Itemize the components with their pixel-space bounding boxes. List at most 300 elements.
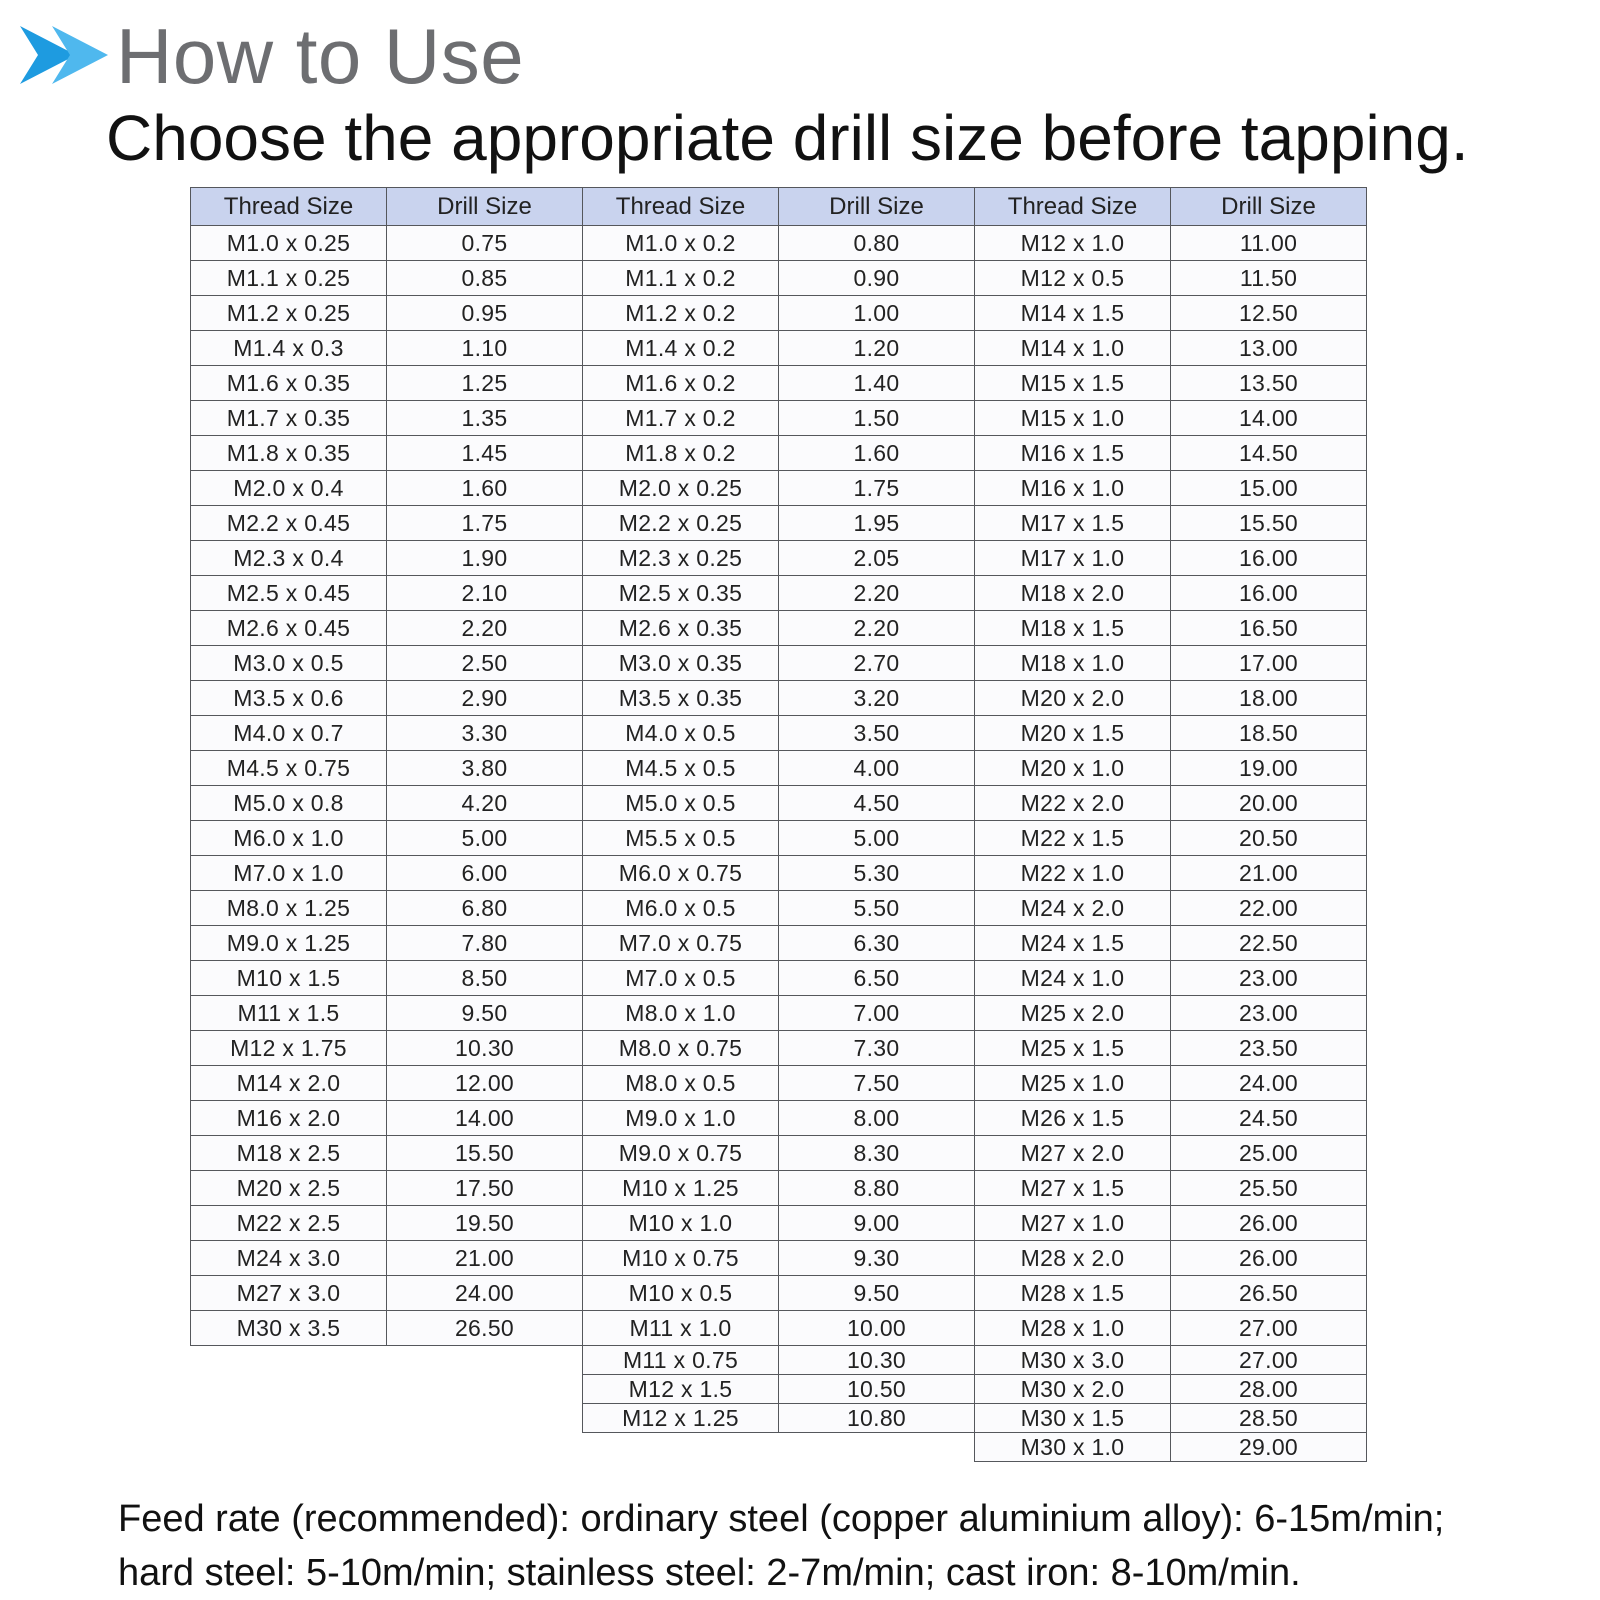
table-row <box>975 1375 1367 1404</box>
table-row <box>975 1276 1367 1311</box>
thread-size-cell: M14 x 1.0 <box>975 331 1171 366</box>
drill-size-cell: 4.00 <box>779 751 975 786</box>
thread-size-cell: M14 x 1.5 <box>975 296 1171 331</box>
thread-size-cell: M2.2 x 0.45 <box>191 506 387 541</box>
drill-size-header: Drill Size <box>387 188 583 226</box>
drill-size-cell: 8.50 <box>387 961 583 996</box>
drill-size-cell: 20.00 <box>1171 786 1367 821</box>
thread-size-cell: M1.4 x 0.2 <box>583 331 779 366</box>
table-row <box>583 1171 975 1206</box>
drill-size-cell: 12.00 <box>387 1066 583 1101</box>
drill-size-header: Drill Size <box>1171 188 1367 226</box>
table-row <box>583 961 975 996</box>
thread-size-cell: M26 x 1.5 <box>975 1101 1171 1136</box>
table-row <box>975 646 1367 681</box>
thread-size-cell: M30 x 1.0 <box>975 1433 1171 1462</box>
drill-size-cell: 12.50 <box>1171 296 1367 331</box>
table-row <box>975 576 1367 611</box>
thread-size-cell: M2.0 x 0.25 <box>583 471 779 506</box>
table-row <box>583 576 975 611</box>
table-row <box>975 611 1367 646</box>
drill-size-cell: 24.00 <box>1171 1066 1367 1101</box>
table-row <box>975 1171 1367 1206</box>
drill-size-cell: 1.90 <box>387 541 583 576</box>
drill-size-cell: 1.00 <box>779 296 975 331</box>
drill-size-cell: 13.50 <box>1171 366 1367 401</box>
table-row <box>191 576 583 611</box>
thread-size-cell: M6.0 x 0.75 <box>583 856 779 891</box>
thread-size-cell: M1.0 x 0.25 <box>191 226 387 261</box>
thread-size-cell: M2.6 x 0.35 <box>583 611 779 646</box>
drill-size-cell: 7.50 <box>779 1066 975 1101</box>
table-row <box>975 1206 1367 1241</box>
thread-size-cell: M2.3 x 0.4 <box>191 541 387 576</box>
drill-size-cell: 7.80 <box>387 926 583 961</box>
drill-size-cell: 3.20 <box>779 681 975 716</box>
table-row <box>583 296 975 331</box>
thread-size-header: Thread Size <box>975 188 1171 226</box>
drill-size-cell: 16.50 <box>1171 611 1367 646</box>
drill-size-cell: 28.50 <box>1171 1404 1367 1433</box>
table-row <box>975 1241 1367 1276</box>
drill-size-cell: 6.50 <box>779 961 975 996</box>
table-row <box>583 716 975 751</box>
thread-size-cell: M24 x 1.0 <box>975 961 1171 996</box>
thread-size-cell: M12 x 1.75 <box>191 1031 387 1066</box>
drill-size-cell: 26.00 <box>1171 1241 1367 1276</box>
drill-size-cell: 1.45 <box>387 436 583 471</box>
table-row <box>583 786 975 821</box>
drill-size-cell: 2.90 <box>387 681 583 716</box>
drill-size-cell: 3.30 <box>387 716 583 751</box>
thread-size-cell: M1.8 x 0.2 <box>583 436 779 471</box>
drill-size-cell: 18.00 <box>1171 681 1367 716</box>
thread-size-cell: M27 x 1.5 <box>975 1171 1171 1206</box>
thread-size-cell: M11 x 1.0 <box>583 1311 779 1346</box>
drill-size-cell: 1.20 <box>779 331 975 366</box>
drill-size-cell: 3.50 <box>779 716 975 751</box>
drill-size-cell: 23.00 <box>1171 961 1367 996</box>
table-row <box>583 366 975 401</box>
drill-size-cell: 0.80 <box>779 226 975 261</box>
thread-size-cell: M8.0 x 1.0 <box>583 996 779 1031</box>
thread-size-cell: M10 x 1.5 <box>191 961 387 996</box>
thread-size-cell: M14 x 2.0 <box>191 1066 387 1101</box>
drill-size-cell: 0.95 <box>387 296 583 331</box>
table-row <box>975 891 1367 926</box>
thread-size-cell: M24 x 3.0 <box>191 1241 387 1276</box>
thread-size-cell: M30 x 3.0 <box>975 1346 1171 1375</box>
table-row <box>191 296 583 331</box>
thread-size-cell: M1.8 x 0.35 <box>191 436 387 471</box>
drill-size-cell: 27.00 <box>1171 1346 1367 1375</box>
thread-size-cell: M10 x 1.0 <box>583 1206 779 1241</box>
table-row <box>191 261 583 296</box>
table-row <box>583 681 975 716</box>
table-header-row <box>191 188 583 226</box>
table-row <box>583 541 975 576</box>
table-row <box>191 856 583 891</box>
thread-size-cell: M8.0 x 0.5 <box>583 1066 779 1101</box>
thread-size-cell: M1.6 x 0.2 <box>583 366 779 401</box>
thread-size-cell: M16 x 1.0 <box>975 471 1171 506</box>
table-row <box>583 1375 975 1404</box>
table-row <box>191 786 583 821</box>
thread-size-cell: M1.1 x 0.25 <box>191 261 387 296</box>
thread-size-cell: M30 x 3.5 <box>191 1311 387 1346</box>
feed-rate-note <box>118 1492 1578 1600</box>
thread-size-cell: M18 x 2.5 <box>191 1136 387 1171</box>
table-block-3 <box>974 187 1367 1462</box>
drill-size-cell: 2.10 <box>387 576 583 611</box>
thread-size-cell: M10 x 0.75 <box>583 1241 779 1276</box>
drill-size-cell: 5.30 <box>779 856 975 891</box>
drill-size-cell: 19.00 <box>1171 751 1367 786</box>
table-row <box>583 506 975 541</box>
table-row <box>975 1101 1367 1136</box>
drill-size-cell: 5.00 <box>387 821 583 856</box>
thread-size-cell: M11 x 1.5 <box>191 996 387 1031</box>
thread-size-cell: M20 x 1.5 <box>975 716 1171 751</box>
table-row <box>191 1241 583 1276</box>
table-row <box>975 751 1367 786</box>
thread-size-cell: M1.7 x 0.2 <box>583 401 779 436</box>
table-row <box>583 1311 975 1346</box>
drill-size-cell: 1.75 <box>387 506 583 541</box>
table-row <box>975 401 1367 436</box>
thread-size-cell: M15 x 1.0 <box>975 401 1171 436</box>
drill-size-cell: 2.20 <box>387 611 583 646</box>
drill-size-cell: 18.50 <box>1171 716 1367 751</box>
table-row <box>583 1136 975 1171</box>
thread-size-cell: M2.0 x 0.4 <box>191 471 387 506</box>
table-row <box>191 891 583 926</box>
drill-size-cell: 4.50 <box>779 786 975 821</box>
thread-size-cell: M3.0 x 0.5 <box>191 646 387 681</box>
thread-size-cell: M1.0 x 0.2 <box>583 226 779 261</box>
thread-size-cell: M16 x 2.0 <box>191 1101 387 1136</box>
thread-size-cell: M9.0 x 0.75 <box>583 1136 779 1171</box>
thread-size-cell: M16 x 1.5 <box>975 436 1171 471</box>
thread-size-cell: M24 x 2.0 <box>975 891 1171 926</box>
table-row <box>583 1404 975 1433</box>
drill-size-cell: 5.50 <box>779 891 975 926</box>
thread-size-cell: M18 x 1.5 <box>975 611 1171 646</box>
thread-size-cell: M5.0 x 0.5 <box>583 786 779 821</box>
drill-size-cell: 24.50 <box>1171 1101 1367 1136</box>
thread-size-cell: M2.5 x 0.35 <box>583 576 779 611</box>
table-row <box>975 541 1367 576</box>
thread-size-cell: M28 x 2.0 <box>975 1241 1171 1276</box>
table-row <box>191 1171 583 1206</box>
table-row <box>975 226 1367 261</box>
drill-size-cell: 10.30 <box>387 1031 583 1066</box>
drill-size-cell: 26.00 <box>1171 1206 1367 1241</box>
drill-size-cell: 29.00 <box>1171 1433 1367 1462</box>
table-row <box>975 1066 1367 1101</box>
table-row <box>191 541 583 576</box>
thread-size-cell: M10 x 0.5 <box>583 1276 779 1311</box>
drill-size-cell: 22.00 <box>1171 891 1367 926</box>
table-row <box>583 261 975 296</box>
drill-size-cell: 0.85 <box>387 261 583 296</box>
thread-size-cell: M7.0 x 1.0 <box>191 856 387 891</box>
table-row <box>191 1136 583 1171</box>
drill-size-cell: 28.00 <box>1171 1375 1367 1404</box>
drill-size-cell: 14.50 <box>1171 436 1367 471</box>
table-row <box>191 996 583 1031</box>
table-row <box>975 436 1367 471</box>
thread-size-cell: M12 x 1.25 <box>583 1404 779 1433</box>
thread-size-cell: M20 x 2.0 <box>975 681 1171 716</box>
drill-size-cell: 11.00 <box>1171 226 1367 261</box>
drill-size-cell: 8.00 <box>779 1101 975 1136</box>
thread-size-cell: M7.0 x 0.5 <box>583 961 779 996</box>
table-row <box>975 471 1367 506</box>
drill-size-cell: 26.50 <box>387 1311 583 1346</box>
thread-size-header: Thread Size <box>191 188 387 226</box>
drill-size-cell: 9.50 <box>779 1276 975 1311</box>
thread-size-cell: M3.5 x 0.35 <box>583 681 779 716</box>
thread-size-cell: M10 x 1.25 <box>583 1171 779 1206</box>
drill-size-cell: 7.30 <box>779 1031 975 1066</box>
table-row <box>191 926 583 961</box>
drill-size-chart <box>190 187 1372 1487</box>
table-row <box>191 436 583 471</box>
table-row <box>583 1206 975 1241</box>
table-row <box>191 1031 583 1066</box>
thread-size-cell: M4.5 x 0.5 <box>583 751 779 786</box>
thread-size-cell: M3.0 x 0.35 <box>583 646 779 681</box>
table-row <box>975 296 1367 331</box>
table-row <box>975 1311 1367 1346</box>
drill-size-cell: 10.80 <box>779 1404 975 1433</box>
thread-size-cell: M1.1 x 0.2 <box>583 261 779 296</box>
table-row <box>191 366 583 401</box>
table-row <box>191 226 583 261</box>
thread-size-cell: M9.0 x 1.25 <box>191 926 387 961</box>
drill-size-cell: 10.00 <box>779 1311 975 1346</box>
thread-size-cell: M4.0 x 0.5 <box>583 716 779 751</box>
drill-size-header: Drill Size <box>779 188 975 226</box>
drill-size-cell: 1.50 <box>779 401 975 436</box>
thread-size-cell: M1.2 x 0.25 <box>191 296 387 331</box>
table-row <box>583 1276 975 1311</box>
feed-rate-line-1: Feed rate (recommended): ordinary steel (copper aluminium alloy): 6-15m/min; <box>118 1498 1445 1540</box>
table-row <box>583 1241 975 1276</box>
table-row <box>191 1311 583 1346</box>
thread-size-cell: M28 x 1.0 <box>975 1311 1171 1346</box>
thread-size-cell: M8.0 x 0.75 <box>583 1031 779 1066</box>
drill-size-cell: 17.00 <box>1171 646 1367 681</box>
table-row <box>191 401 583 436</box>
table-row <box>583 471 975 506</box>
drill-size-cell: 9.00 <box>779 1206 975 1241</box>
thread-size-cell: M11 x 0.75 <box>583 1346 779 1375</box>
table-row <box>975 786 1367 821</box>
table-row <box>975 926 1367 961</box>
table-row <box>975 856 1367 891</box>
table-row <box>975 1031 1367 1066</box>
table-row <box>583 611 975 646</box>
thread-size-cell: M18 x 2.0 <box>975 576 1171 611</box>
table-row <box>975 1346 1367 1375</box>
thread-size-cell: M20 x 1.0 <box>975 751 1171 786</box>
thread-size-cell: M22 x 1.0 <box>975 856 1171 891</box>
drill-size-cell: 0.75 <box>387 226 583 261</box>
drill-size-cell: 11.50 <box>1171 261 1367 296</box>
table-row <box>583 996 975 1031</box>
thread-size-cell: M20 x 2.5 <box>191 1171 387 1206</box>
table-row <box>191 331 583 366</box>
drill-size-cell: 21.00 <box>387 1241 583 1276</box>
drill-size-cell: 13.00 <box>1171 331 1367 366</box>
drill-size-cell: 16.00 <box>1171 576 1367 611</box>
drill-size-cell: 27.00 <box>1171 1311 1367 1346</box>
thread-size-cell: M12 x 1.5 <box>583 1375 779 1404</box>
thread-size-cell: M22 x 1.5 <box>975 821 1171 856</box>
thread-size-cell: M4.5 x 0.75 <box>191 751 387 786</box>
table-row <box>975 366 1367 401</box>
thread-size-cell: M9.0 x 1.0 <box>583 1101 779 1136</box>
drill-size-cell: 1.25 <box>387 366 583 401</box>
table-row <box>975 961 1367 996</box>
table-row <box>975 331 1367 366</box>
thread-size-cell: M3.5 x 0.6 <box>191 681 387 716</box>
thread-size-cell: M1.2 x 0.2 <box>583 296 779 331</box>
table-row <box>583 226 975 261</box>
drill-size-cell: 1.75 <box>779 471 975 506</box>
thread-size-cell: M17 x 1.0 <box>975 541 1171 576</box>
thread-size-cell: M15 x 1.5 <box>975 366 1171 401</box>
drill-size-cell: 23.50 <box>1171 1031 1367 1066</box>
table-row <box>191 961 583 996</box>
table-row <box>191 716 583 751</box>
thread-size-cell: M5.5 x 0.5 <box>583 821 779 856</box>
thread-size-cell: M1.4 x 0.3 <box>191 331 387 366</box>
table-row <box>583 1066 975 1101</box>
drill-size-cell: 8.30 <box>779 1136 975 1171</box>
table-row <box>583 1031 975 1066</box>
thread-size-header: Thread Size <box>583 188 779 226</box>
table-row <box>191 611 583 646</box>
thread-size-cell: M27 x 3.0 <box>191 1276 387 1311</box>
thread-size-cell: M28 x 1.5 <box>975 1276 1171 1311</box>
drill-size-cell: 21.00 <box>1171 856 1367 891</box>
drill-size-cell: 4.20 <box>387 786 583 821</box>
thread-size-cell: M6.0 x 1.0 <box>191 821 387 856</box>
table-row <box>191 1276 583 1311</box>
drill-size-cell: 15.00 <box>1171 471 1367 506</box>
table-row <box>583 891 975 926</box>
drill-size-cell: 15.50 <box>387 1136 583 1171</box>
drill-size-cell: 14.00 <box>387 1101 583 1136</box>
table-row <box>191 1206 583 1241</box>
table-row <box>191 751 583 786</box>
drill-size-cell: 1.10 <box>387 331 583 366</box>
drill-size-cell: 15.50 <box>1171 506 1367 541</box>
drill-size-cell: 14.00 <box>1171 401 1367 436</box>
drill-size-cell: 1.35 <box>387 401 583 436</box>
drill-size-cell: 25.50 <box>1171 1171 1367 1206</box>
thread-size-cell: M1.6 x 0.35 <box>191 366 387 401</box>
thread-size-cell: M18 x 1.0 <box>975 646 1171 681</box>
thread-size-cell: M30 x 2.0 <box>975 1375 1171 1404</box>
table-row <box>583 436 975 471</box>
table-header-row <box>975 188 1367 226</box>
drill-size-cell: 19.50 <box>387 1206 583 1241</box>
thread-size-cell: M25 x 1.5 <box>975 1031 1171 1066</box>
table-row <box>583 856 975 891</box>
table-row <box>191 821 583 856</box>
drill-size-cell: 2.20 <box>779 576 975 611</box>
drill-size-cell: 1.60 <box>779 436 975 471</box>
page-subtitle: Choose the appropriate drill size before tapping. <box>106 102 1469 174</box>
thread-size-cell: M24 x 1.5 <box>975 926 1171 961</box>
table-block-1 <box>190 187 583 1346</box>
table-row <box>975 261 1367 296</box>
thread-size-cell: M27 x 2.0 <box>975 1136 1171 1171</box>
table-row <box>583 1346 975 1375</box>
thread-size-cell: M12 x 0.5 <box>975 261 1171 296</box>
drill-size-cell: 9.30 <box>779 1241 975 1276</box>
thread-size-cell: M4.0 x 0.7 <box>191 716 387 751</box>
drill-size-cell: 6.80 <box>387 891 583 926</box>
thread-size-cell: M30 x 1.5 <box>975 1404 1171 1433</box>
drill-size-cell: 0.90 <box>779 261 975 296</box>
thread-size-cell: M2.5 x 0.45 <box>191 576 387 611</box>
table-row <box>583 926 975 961</box>
drill-size-cell: 24.00 <box>387 1276 583 1311</box>
drill-size-cell: 2.70 <box>779 646 975 681</box>
table-row <box>583 751 975 786</box>
table-row <box>583 1101 975 1136</box>
drill-size-cell: 5.00 <box>779 821 975 856</box>
table-row <box>191 1101 583 1136</box>
drill-size-cell: 6.30 <box>779 926 975 961</box>
thread-size-cell: M12 x 1.0 <box>975 226 1171 261</box>
drill-size-cell: 8.80 <box>779 1171 975 1206</box>
drill-size-cell: 26.50 <box>1171 1276 1367 1311</box>
table-block-2 <box>582 187 975 1433</box>
table-row <box>191 681 583 716</box>
drill-size-cell: 6.00 <box>387 856 583 891</box>
thread-size-cell: M22 x 2.0 <box>975 786 1171 821</box>
arrow-right-icon <box>18 24 110 86</box>
thread-size-cell: M8.0 x 1.25 <box>191 891 387 926</box>
thread-size-cell: M25 x 2.0 <box>975 996 1171 1031</box>
table-row <box>191 506 583 541</box>
table-row <box>975 716 1367 751</box>
thread-size-cell: M22 x 2.5 <box>191 1206 387 1241</box>
drill-size-cell: 2.50 <box>387 646 583 681</box>
thread-size-cell: M2.6 x 0.45 <box>191 611 387 646</box>
drill-size-cell: 7.00 <box>779 996 975 1031</box>
table-row <box>191 646 583 681</box>
thread-size-cell: M2.3 x 0.25 <box>583 541 779 576</box>
drill-size-cell: 2.20 <box>779 611 975 646</box>
drill-size-cell: 22.50 <box>1171 926 1367 961</box>
drill-size-cell: 3.80 <box>387 751 583 786</box>
thread-size-cell: M6.0 x 0.5 <box>583 891 779 926</box>
thread-size-cell: M2.2 x 0.25 <box>583 506 779 541</box>
drill-size-cell: 23.00 <box>1171 996 1367 1031</box>
table-row <box>975 506 1367 541</box>
thread-size-cell: M5.0 x 0.8 <box>191 786 387 821</box>
table-row <box>975 821 1367 856</box>
drill-size-cell: 20.50 <box>1171 821 1367 856</box>
drill-size-cell: 1.40 <box>779 366 975 401</box>
